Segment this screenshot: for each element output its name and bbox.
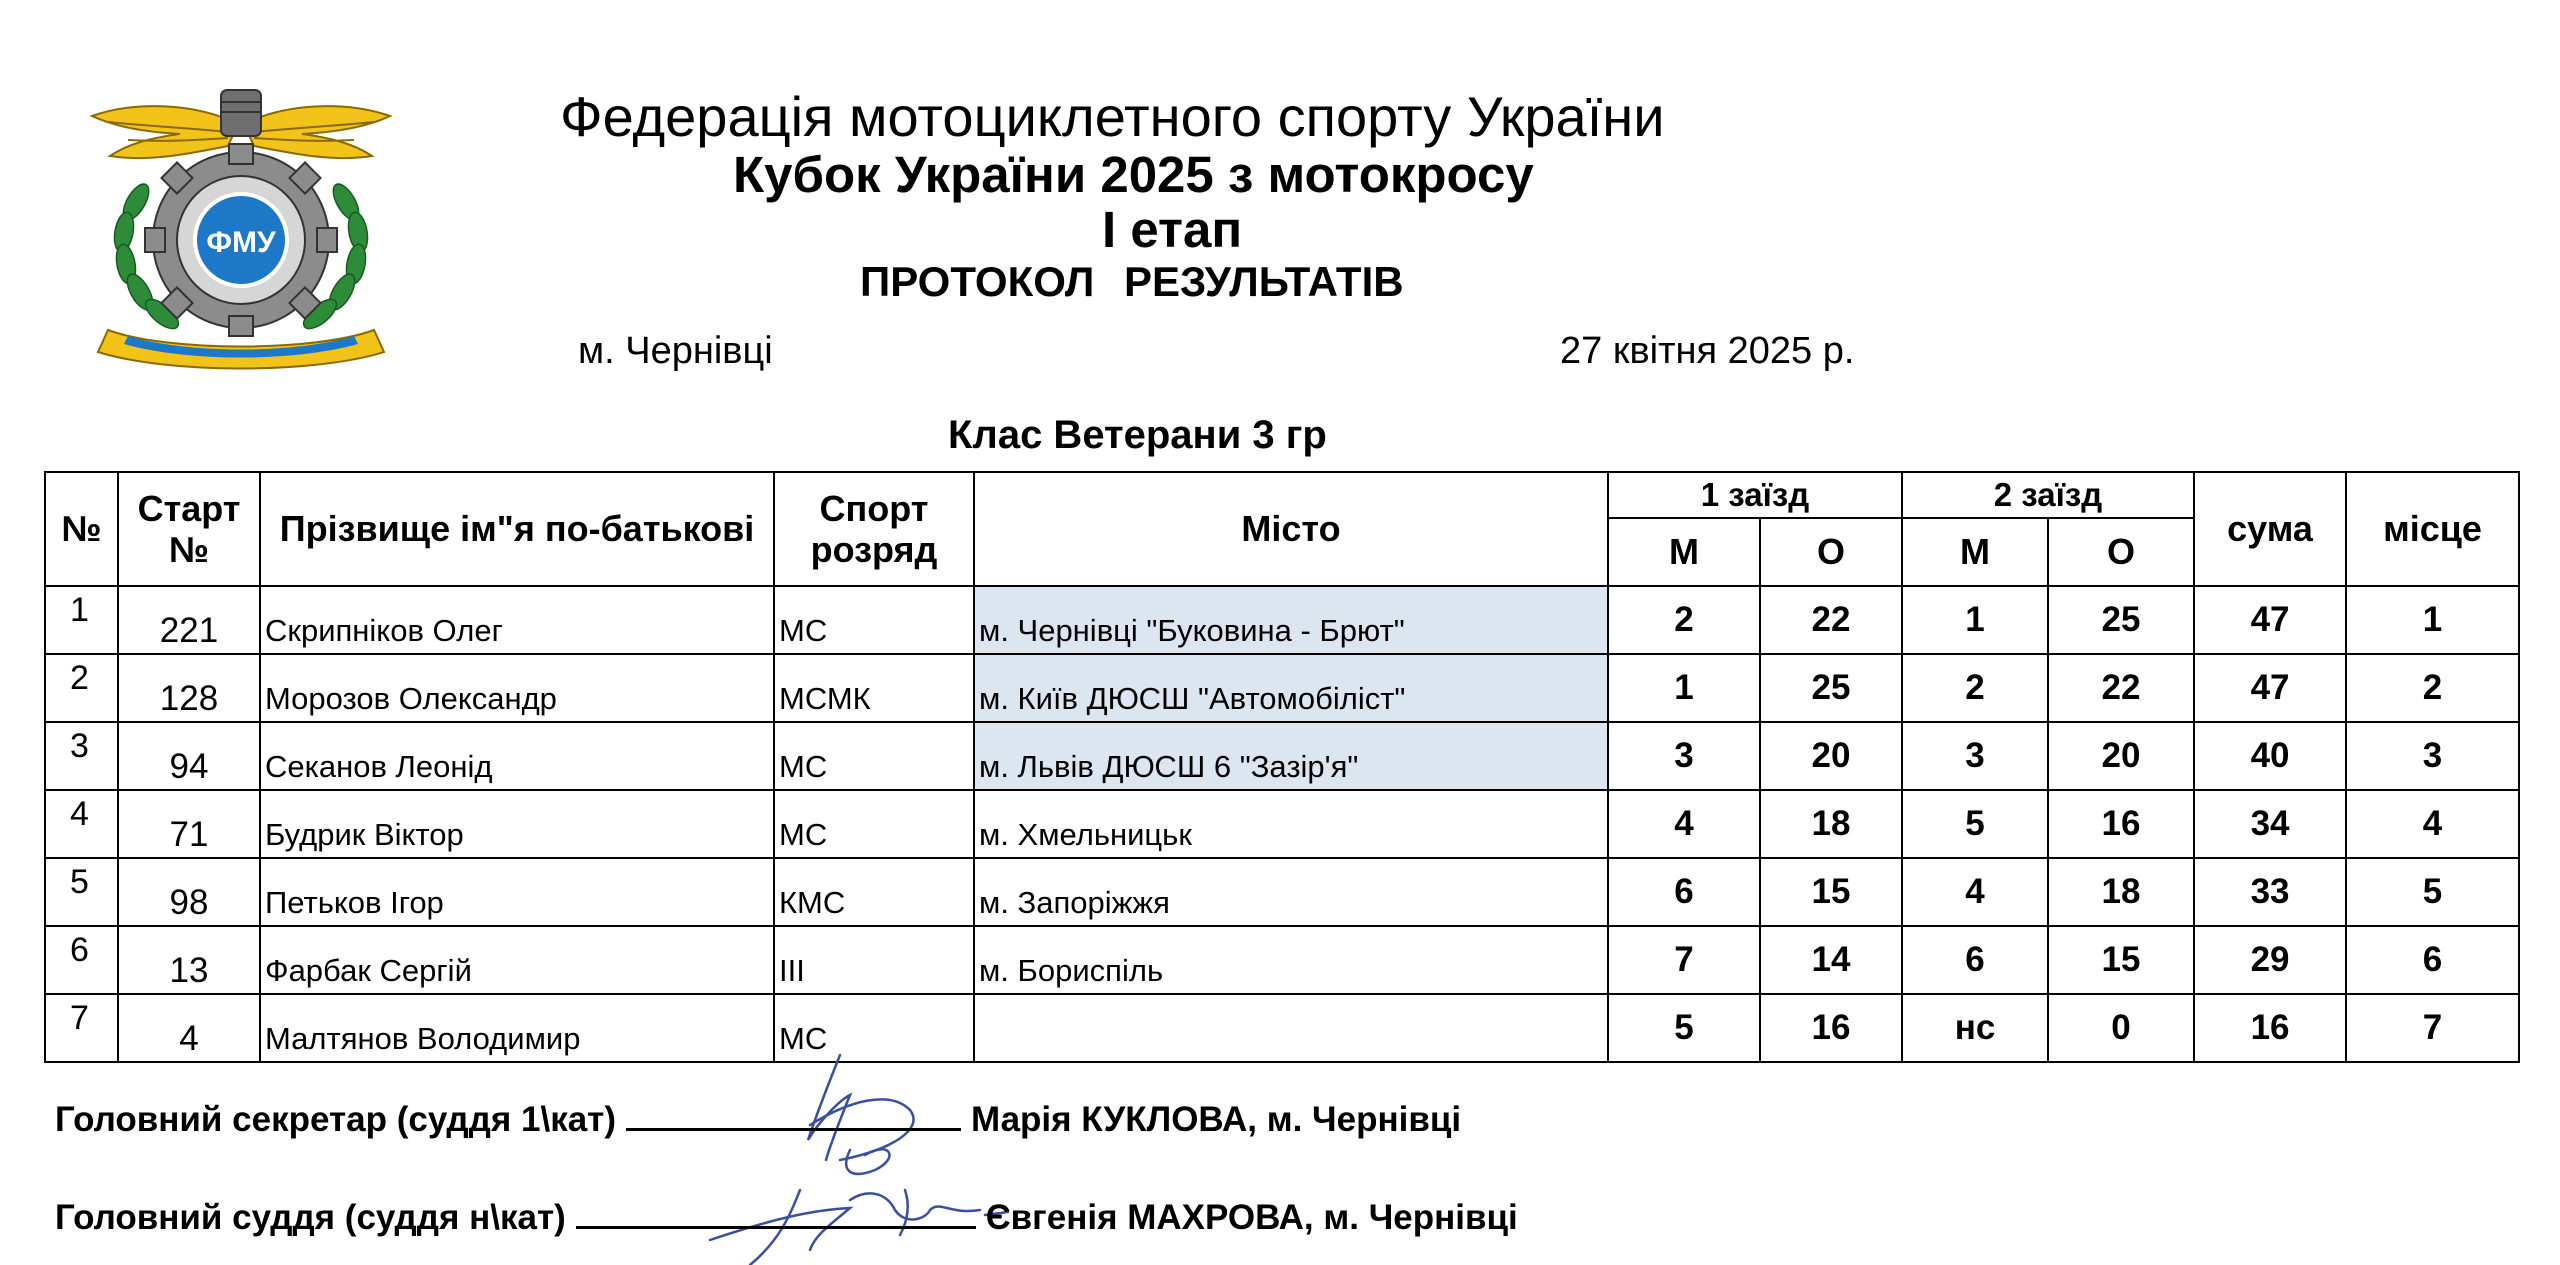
cell-sum: 40 (2194, 722, 2346, 790)
cell-place: 2 (2346, 654, 2519, 722)
cell-place: 1 (2346, 586, 2519, 654)
cell-o1: 25 (1760, 654, 1902, 722)
cell-sum: 47 (2194, 654, 2346, 722)
cell-o1: 22 (1760, 586, 1902, 654)
header-race1: 1 заїзд (1608, 472, 1902, 518)
cell-name: Секанов Леонід (260, 722, 774, 790)
cell-m1: 5 (1608, 994, 1760, 1062)
judge-name: Євгенія МАХРОВА, м. Чернівці (985, 1198, 1518, 1237)
cell-city (974, 994, 1608, 1062)
cell-no: 3 (45, 722, 118, 790)
cell-name: Петьков Ігор (260, 858, 774, 926)
cell-rank: МСМК (774, 654, 974, 722)
secretary-signature-line (55, 1100, 1461, 1140)
stage-title: І етап (1102, 201, 1243, 258)
table-row (45, 654, 2519, 722)
cell-o2: 15 (2048, 926, 2194, 994)
header-rank-line1: Спорт (819, 487, 929, 529)
judge-signature-line (55, 1198, 1518, 1238)
cell-name: Фарбак Сергій (260, 926, 774, 994)
table-row (45, 722, 2519, 790)
header-rank (774, 472, 974, 586)
header-rank-line2: розряд (810, 529, 938, 570)
signature-underline (576, 1198, 976, 1229)
cell-name: Скрипніков Олег (260, 586, 774, 654)
cell-start: 4 (118, 994, 260, 1062)
header-sum: сума (2194, 472, 2346, 586)
cell-m1: 1 (1608, 654, 1760, 722)
cell-m2: нс (1902, 994, 2048, 1062)
cell-no: 6 (45, 926, 118, 994)
event-date: 27 квітня 2025 р. (1560, 330, 1855, 372)
header-race1-m: М (1608, 518, 1760, 586)
header-race2-o: О (2048, 518, 2194, 586)
header-start-line1: Старт (137, 487, 241, 529)
cell-o1: 14 (1760, 926, 1902, 994)
header-race2: 2 заїзд (1902, 472, 2194, 518)
table-row (45, 586, 2519, 654)
cell-o2: 20 (2048, 722, 2194, 790)
judge-role: Головний суддя (суддя н\кат) (55, 1198, 566, 1237)
class-title: Клас Ветерани 3 гр (948, 413, 1327, 457)
cell-place: 6 (2346, 926, 2519, 994)
cell-city: м. Львів ДЮСШ 6 "Зазір'я" (974, 722, 1608, 790)
cell-name: Будрик Віктор (260, 790, 774, 858)
cell-sum: 16 (2194, 994, 2346, 1062)
cell-o1: 16 (1760, 994, 1902, 1062)
cell-no: 7 (45, 994, 118, 1062)
cell-place: 7 (2346, 994, 2519, 1062)
cell-city: м. Чернівці "Буковина - Брют" (974, 586, 1608, 654)
cell-m2: 2 (1902, 654, 2048, 722)
piston-icon (221, 90, 261, 136)
header-place: місце (2346, 472, 2519, 586)
event-city: м. Чернівці (578, 330, 773, 372)
cell-m2: 5 (1902, 790, 2048, 858)
cell-sum: 47 (2194, 586, 2346, 654)
cell-place: 4 (2346, 790, 2519, 858)
table-row (45, 858, 2519, 926)
cell-rank: МС (774, 790, 974, 858)
cell-name: Морозов Олександр (260, 654, 774, 722)
cell-o2: 18 (2048, 858, 2194, 926)
cell-no: 4 (45, 790, 118, 858)
cell-m1: 2 (1608, 586, 1760, 654)
table-row (45, 926, 2519, 994)
cell-o2: 22 (2048, 654, 2194, 722)
cell-o1: 20 (1760, 722, 1902, 790)
cell-start: 13 (118, 926, 260, 994)
cell-m1: 6 (1608, 858, 1760, 926)
cell-rank: МС (774, 722, 974, 790)
signature-stroke (846, 1149, 889, 1174)
cup-title: Кубок України 2025 з мотокросу (733, 146, 1534, 203)
cell-sum: 33 (2194, 858, 2346, 926)
header-race2-m: М (1902, 518, 2048, 586)
cell-m2: 3 (1902, 722, 2048, 790)
cell-o2: 16 (2048, 790, 2194, 858)
cell-city: м. Хмельницьк (974, 790, 1608, 858)
header-no: № (45, 472, 118, 586)
federation-emblem (88, 82, 394, 374)
cell-place: 3 (2346, 722, 2519, 790)
table-row (45, 994, 2519, 1062)
cell-rank: КМС (774, 858, 974, 926)
emblem-text: ФМУ (206, 226, 276, 259)
header-start-line2: № (168, 529, 210, 570)
cell-city: м. Бориспіль (974, 926, 1608, 994)
organization-title: Федерація мотоциклетного спорту України (560, 85, 1665, 148)
table-header-row (45, 472, 2519, 518)
cell-m2: 6 (1902, 926, 2048, 994)
cell-start: 71 (118, 790, 260, 858)
cell-m1: 4 (1608, 790, 1760, 858)
cell-start: 94 (118, 722, 260, 790)
cell-o2: 0 (2048, 994, 2194, 1062)
table-row (45, 790, 2519, 858)
cell-no: 1 (45, 586, 118, 654)
gear-icon (145, 144, 337, 336)
cell-sum: 34 (2194, 790, 2346, 858)
cell-start: 221 (118, 586, 260, 654)
cell-city: м. Запоріжжя (974, 858, 1608, 926)
results-table (44, 471, 2520, 1063)
secretary-name: Марія КУКЛОВА, м. Чернівці (970, 1100, 1462, 1139)
cell-name: Малтянов Володимир (260, 994, 774, 1062)
cell-rank: ІІІ (774, 926, 974, 994)
secretary-role: Головний секретар (суддя 1\кат) (55, 1100, 616, 1139)
header-name: Прізвище ім"я по-батькові (260, 472, 774, 586)
cell-city: м. Київ ДЮСШ "Автомобіліст" (974, 654, 1608, 722)
cell-sum: 29 (2194, 926, 2346, 994)
cell-rank: МС (774, 994, 974, 1062)
header-start (118, 472, 260, 586)
cell-m2: 1 (1902, 586, 2048, 654)
cell-no: 2 (45, 654, 118, 722)
cell-m2: 4 (1902, 858, 2048, 926)
cell-o2: 25 (2048, 586, 2194, 654)
cell-rank: МС (774, 586, 974, 654)
cell-no: 5 (45, 858, 118, 926)
cell-start: 128 (118, 654, 260, 722)
cell-start: 98 (118, 858, 260, 926)
protocol-title: ПРОТОКОЛ РЕЗУЛЬТАТІВ (860, 258, 1404, 305)
header-city: Місто (974, 472, 1608, 586)
cell-o1: 18 (1760, 790, 1902, 858)
header-race1-o: О (1760, 518, 1902, 586)
cell-o1: 15 (1760, 858, 1902, 926)
cell-m1: 7 (1608, 926, 1760, 994)
cell-place: 5 (2346, 858, 2519, 926)
cell-m1: 3 (1608, 722, 1760, 790)
signature-underline (626, 1100, 961, 1131)
